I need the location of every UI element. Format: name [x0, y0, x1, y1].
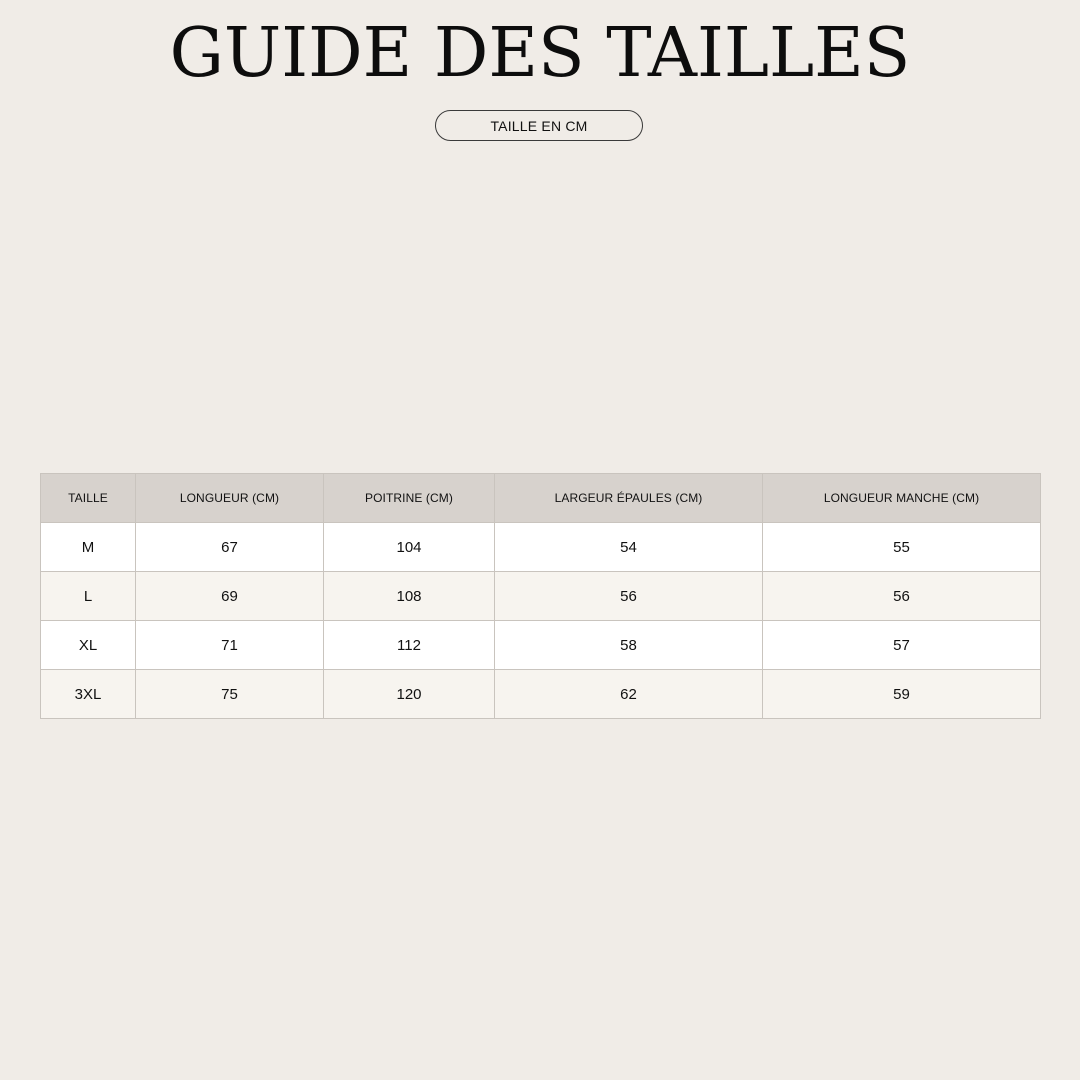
table-row	[41, 523, 1041, 572]
table-row	[41, 670, 1041, 719]
cell-largeur-epaules: 56	[495, 572, 763, 621]
table-header-row	[41, 474, 1041, 523]
cell-poitrine: 104	[324, 523, 495, 572]
cell-poitrine: 120	[324, 670, 495, 719]
cell-longueur-manche: 57	[763, 621, 1041, 670]
cell-longueur: 67	[136, 523, 324, 572]
header-taille: TAILLE	[41, 474, 136, 523]
cell-longueur-manche: 56	[763, 572, 1041, 621]
cell-size: XL	[41, 621, 136, 670]
header-largeur-epaules: LARGEUR ÉPAULES (CM)	[495, 474, 763, 523]
cell-longueur: 69	[136, 572, 324, 621]
cell-largeur-epaules: 58	[495, 621, 763, 670]
cell-poitrine: 108	[324, 572, 495, 621]
header-longueur-manche: LONGUEUR MANCHE (CM)	[763, 474, 1041, 523]
cell-largeur-epaules: 54	[495, 523, 763, 572]
cell-longueur: 71	[136, 621, 324, 670]
cell-size: 3XL	[41, 670, 136, 719]
size-table	[40, 473, 1041, 719]
cell-size: L	[41, 572, 136, 621]
cell-longueur-manche: 59	[763, 670, 1041, 719]
header-longueur: LONGUEUR (CM)	[136, 474, 324, 523]
cell-poitrine: 112	[324, 621, 495, 670]
table-row	[41, 572, 1041, 621]
cell-largeur-epaules: 62	[495, 670, 763, 719]
unit-badge: TAILLE EN CM	[435, 110, 643, 141]
cell-size: M	[41, 523, 136, 572]
cell-longueur: 75	[136, 670, 324, 719]
header-poitrine: POITRINE (CM)	[324, 474, 495, 523]
table-row	[41, 621, 1041, 670]
cell-longueur-manche: 55	[763, 523, 1041, 572]
page-title: GUIDE DES TAILLES	[169, 14, 911, 93]
